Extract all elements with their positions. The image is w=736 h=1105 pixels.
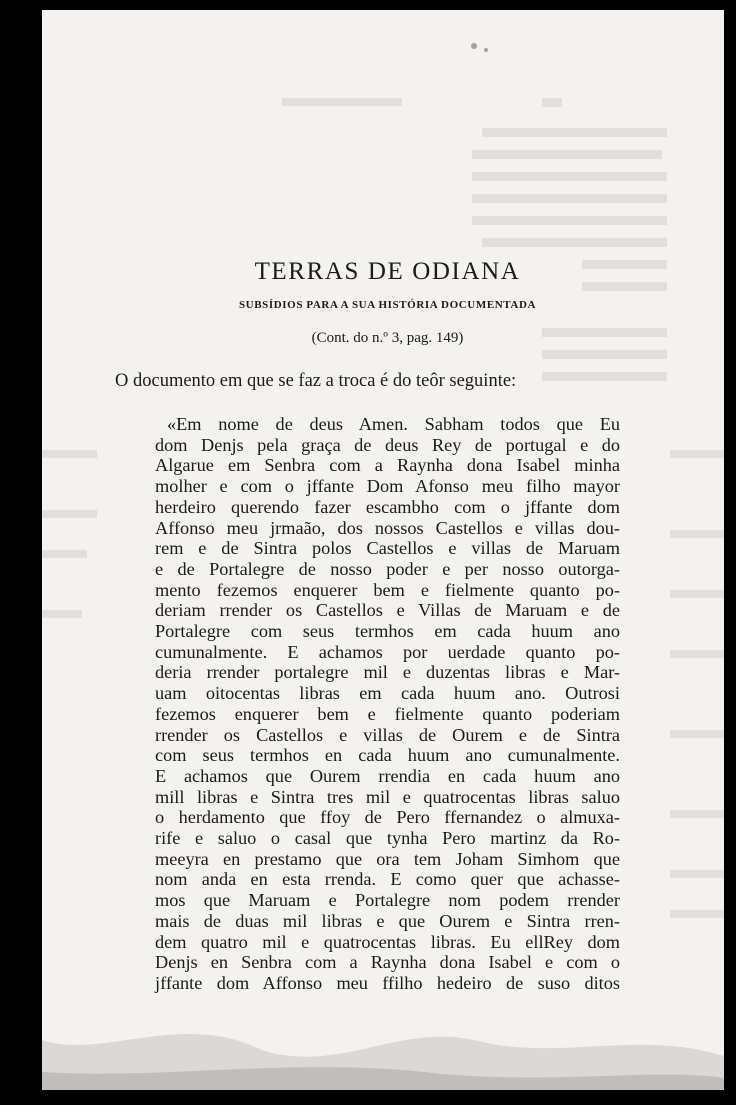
smudge-shape (42, 1034, 724, 1090)
bleed-mark (472, 194, 667, 203)
text-line: dom Denjs pela graça de deus Rey de portugal e do (155, 434, 620, 455)
intro-line: O documento em que se faz a troca é do teôr seguinte: (115, 371, 517, 391)
text-line: Algarue em Senbra com a Raynha dona Isabel minha (155, 455, 620, 476)
bleed-mark (282, 98, 402, 106)
text-line: molher e com o jffante Dom Afonso meu filho mayor (155, 476, 620, 497)
text-line: deria rrender portalegre mil e duzentas libras e Mar- (155, 662, 620, 683)
text-line: nom anda en esta rrenda. E como quer que achasse- (155, 869, 620, 890)
text-line: mos que Maruam e Portalegre nom podem rrender (155, 890, 620, 911)
specks (484, 48, 488, 52)
bottom-smudge (42, 980, 724, 1090)
document-text (155, 414, 620, 994)
bleed-mark (670, 910, 724, 918)
text-line: mill libras e Sintra tres mil e quatrocentas libras saluo (155, 786, 620, 807)
text-line: cumunalmente. E achamos por uerdade quanto po- (155, 641, 620, 662)
bleed-mark (42, 450, 97, 458)
text-line: e de Portalegre de nosso poder e per nosso outorga- (155, 558, 620, 579)
bleed-mark (670, 450, 724, 458)
bleed-mark (42, 610, 82, 618)
article-subtitle: SUBSÍDIOS PARA A SUA HISTÓRIA DOCUMENTADA (238, 299, 537, 311)
bleed-mark (670, 530, 724, 538)
text-line: Portalegre com seus termhos em cada huum ano (155, 621, 620, 642)
text-line: uam oitocentas libras em cada huum ano. Outrosi (155, 683, 620, 704)
bleed-mark (482, 128, 667, 137)
text-line: meeyra en prestamo que ora tem Joham Simhom que (155, 848, 620, 869)
text-line: rem e de Sintra polos Castellos e villas de Maruam (155, 538, 620, 559)
bleed-mark (472, 216, 667, 225)
article (115, 258, 620, 994)
text-line: rrender os Castellos e villas de Ourem e de Sintra (155, 724, 620, 745)
text-line: mento fezemos enquerer bem e fielmente quanto po- (155, 579, 620, 600)
text-line: Affonso meu jrmaão, dos nossos Castellos e villas dou- (155, 517, 620, 538)
text-line: «Em nome de deus Amen. Sabham todos que Eu (167, 414, 620, 434)
bleed-mark (670, 810, 724, 818)
smudge-shape (42, 1067, 724, 1090)
bleed-mark (670, 870, 724, 878)
page-sheet (42, 10, 724, 1090)
bleed-mark (670, 590, 724, 598)
text-line: jffante dom Affonso meu ffilho hedeiro de suso ditos (155, 972, 620, 993)
article-title: TERRAS DE ODIANA (254, 258, 521, 285)
text-line: rife e saluo o casal que tynha Pero martinz da Ro- (155, 828, 620, 849)
text-line: dem quatro mil e quatrocentas libras. Eu ellRey dom (155, 931, 620, 952)
bleed-mark (542, 98, 562, 107)
text-line: Denjs en Senbra com a Raynha dona Isabel e com o (155, 952, 620, 973)
text-line: o herdamento que ffoy de Pero ffernandez o almuxa- (155, 807, 620, 828)
bleed-mark (670, 650, 724, 658)
continuation-note: (Cont. do n.º 3, pag. 149) (311, 330, 464, 346)
bleed-mark (670, 730, 724, 738)
text-line: mais de duas mil libras e que Ourem e Sintra rren- (155, 910, 620, 931)
specks (471, 43, 477, 49)
bleed-mark (42, 550, 87, 558)
text-line: com seus termhos en cada huum ano cumunalmente. (155, 745, 620, 766)
text-line: fezemos enquerer bem e fielmente quanto poderiam (155, 703, 620, 724)
bleed-mark (472, 172, 667, 181)
bleed-mark (472, 150, 662, 159)
text-line: deriam rrender os Castellos e Villas de Maruam e de (155, 600, 620, 621)
text-line: E achamos que Ourem rrendia en cada huum ano (155, 765, 620, 786)
bleed-mark (42, 510, 97, 518)
bleed-mark (482, 238, 667, 247)
text-line: herdeiro querendo fazer escambho com o jffante dom (155, 496, 620, 517)
